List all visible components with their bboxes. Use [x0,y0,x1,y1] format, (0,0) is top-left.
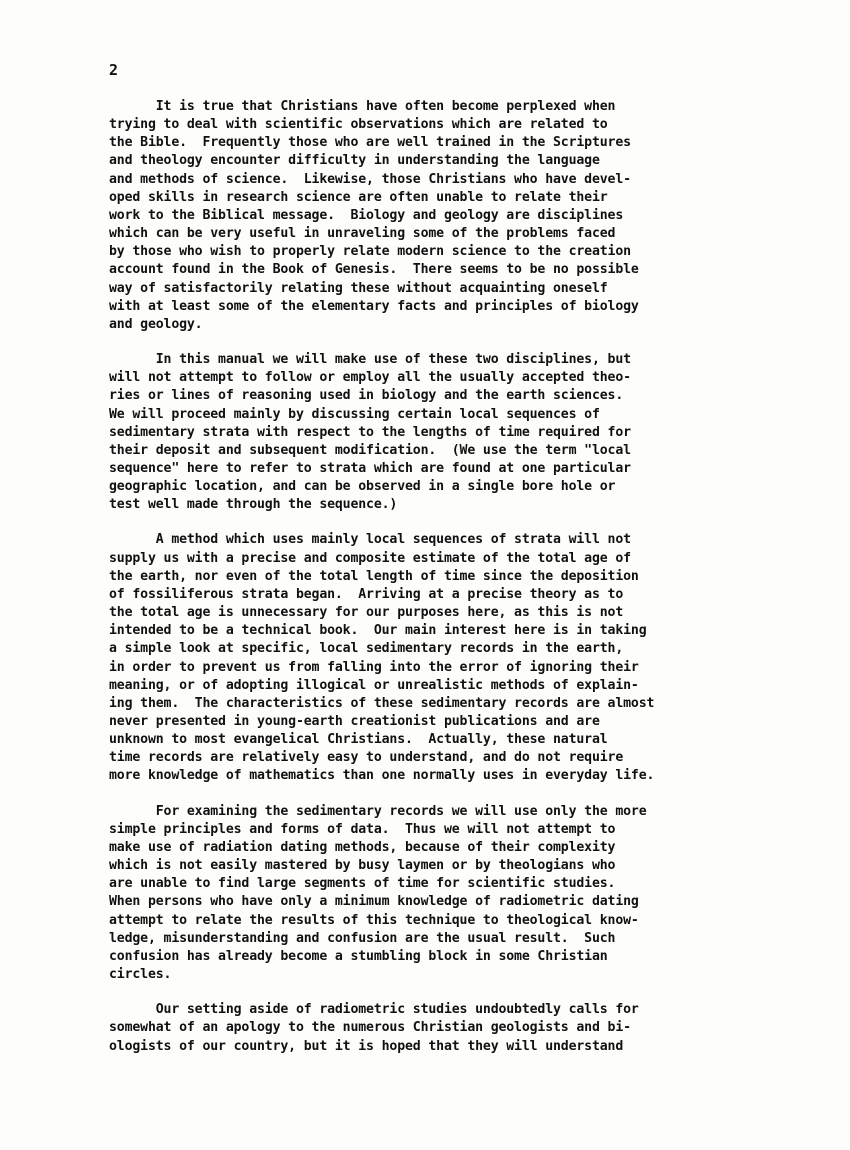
text-line: It is true that Christians have often become perplexed when [109,99,616,114]
paragraph [109,531,749,785]
text-line: in order to prevent us from falling into the error of ignoring their [109,659,639,675]
text-line: and theology encounter difficulty in understanding the language [109,153,600,169]
text-line: trying to deal with scientific observations which are related to [109,117,608,133]
text-line: oped skills in research science are often unable to relate their [109,189,608,205]
paragraph [109,351,749,514]
text-line: supply us with a precise and composite estimate of the total age of [109,550,631,566]
text-line: the total age is unnecessary for our purposes here, as this is not [109,605,624,621]
text-line: For examining the sedimentary records we will use only the more [109,803,647,819]
text-line: simple principles and forms of data. Thus we will not attempt to [109,821,616,837]
text-line: make use of radiation dating methods, because of their complexity [109,839,616,855]
text-line: We will proceed mainly by discussing certain local sequences of [109,406,600,422]
text-line: sedimentary strata with respect to the lengths of time required for [109,424,631,440]
text-line: never presented in young-earth creationist publications and are [109,714,600,729]
text-line: and geology. [109,316,203,332]
text-line: are unable to find large segments of time for scientific studies. [109,876,616,892]
text-line: unknown to most evangelical Christians. Actually, these natural [109,732,608,748]
paragraph [109,1001,749,1055]
text-line: which is not easily mastered by busy laymen or by theologians who [109,858,616,874]
text-line: which can be very useful in unraveling some of the problems faced [109,226,616,242]
text-line: the Bible. Frequently those who are well trained in the Scriptures [109,135,631,151]
text-line: Our setting aside of radiometric studies undoubtedly calls for [109,1002,639,1018]
text-line: ledge, misunderstanding and confusion are the usual result. Such [109,930,616,946]
text-line: ing them. The characteristics of these sedimentary records are almost [109,695,655,711]
text-line: ries or lines of reasoning used in biology and the earth sciences. [109,388,624,404]
text-line: attempt to relate the results of this technique to theological know- [109,912,639,928]
text-line: A method which uses mainly local sequences of strata will not [109,532,631,548]
text-line: ologists of our country, but it is hoped that they will understand [109,1038,624,1054]
text-line: somewhat of an apology to the numerous Christian geologists and bi- [109,1020,631,1036]
page-number: 2 [109,61,119,79]
text-line: the earth, nor even of the total length of time since the deposition [109,568,639,584]
text-line: their deposit and subsequent modification. (We use the term "local [109,442,631,458]
text-line: geographic location, and can be observed in a single bore hole or [109,479,616,495]
body-text [109,98,749,1073]
text-line: with at least some of the elementary facts and principles of biology [109,298,639,314]
text-line: account found in the Book of Genesis. There seems to be no possible [109,262,639,278]
text-line: intended to be a technical book. Our main interest here is in taking [109,623,647,639]
text-line: confusion has already become a stumbling block in some Christian [109,948,608,964]
text-line: will not attempt to follow or employ all the usually accepted theo- [109,370,631,386]
text-line: time records are relatively easy to understand, and do not require [109,750,624,766]
text-line: way of satisfactorily relating these without acquainting oneself [109,280,608,296]
paragraph [109,803,749,985]
text-line: by those who wish to properly relate modern science to the creation [109,244,631,260]
text-line: test well made through the sequence.) [109,497,398,513]
text-line: and methods of science. Likewise, those Christians who have devel- [109,171,631,187]
text-line: a simple look at specific, local sedimentary records in the earth, [109,641,624,657]
text-line: sequence" here to refer to strata which are found at one particular [109,460,631,476]
text-line: of fossiliferous strata began. Arriving at a precise theory as to [109,586,624,602]
text-line: circles. [109,967,172,983]
paragraph [109,98,749,334]
text-line: When persons who have only a minimum knowledge of radiometric dating [109,894,639,910]
text-line: meaning, or of adopting illogical or unrealistic methods of explain- [109,677,639,693]
text-line: work to the Biblical message. Biology and geology are disciplines [109,207,624,223]
text-line: more knowledge of mathematics than one normally uses in everyday life. [109,768,655,784]
text-line: In this manual we will make use of these two disciplines, but [109,352,631,368]
